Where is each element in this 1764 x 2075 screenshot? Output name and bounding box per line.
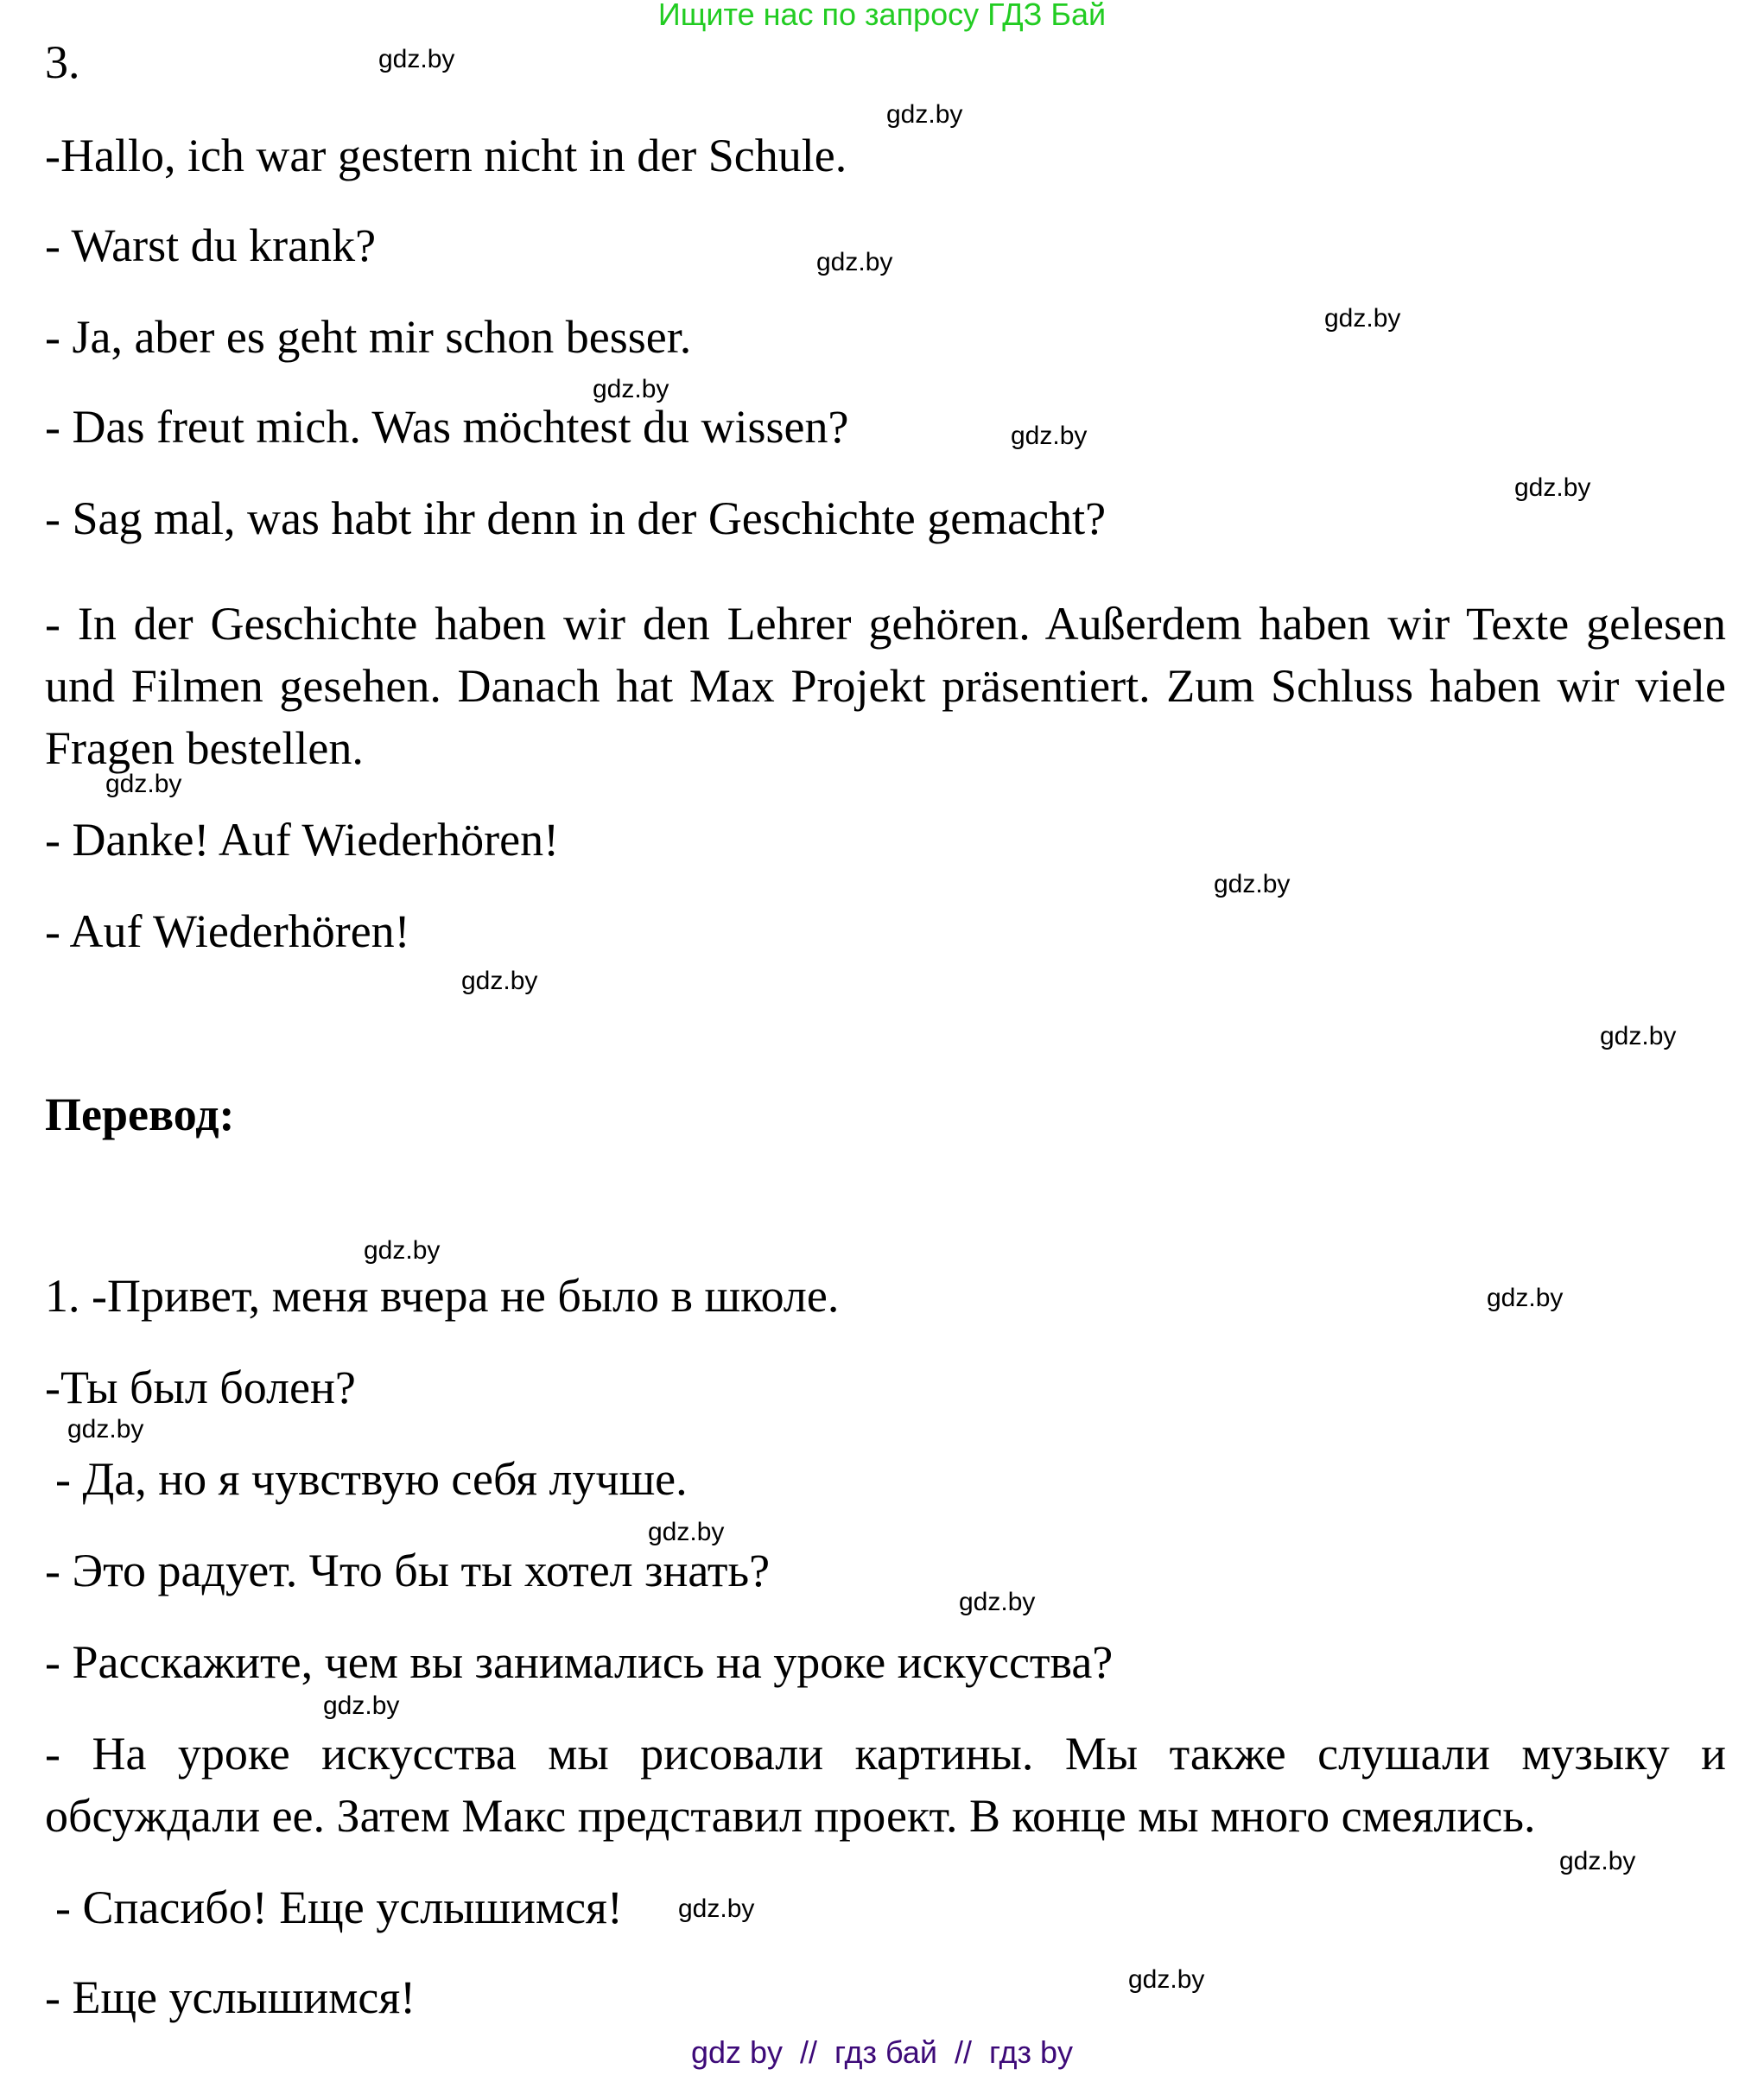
watermark: gdz.by xyxy=(1324,304,1401,333)
translation-line: - Расскажите, чем вы занимались на уроке искусства? xyxy=(45,1636,1114,1688)
watermark: gdz.by xyxy=(364,1236,441,1265)
dialogue-line: - Danke! Auf Wiederhören! xyxy=(45,814,560,866)
watermark: gdz.by xyxy=(1214,870,1291,898)
dialogue-line: - Warst du krank? xyxy=(45,219,377,271)
watermark: gdz.by xyxy=(1487,1284,1564,1312)
dialogue-line: -Hallo, ich war gestern nicht in der Schule. xyxy=(45,130,847,181)
translation-line: -Ты был болен? xyxy=(45,1361,356,1413)
translation-line: - Да, но я чувствую себя лучше. xyxy=(55,1453,688,1505)
translation-heading: Перевод: xyxy=(45,1088,235,1140)
search-banner: Ищите нас по запросу ГДЗ Бай xyxy=(657,0,1107,32)
watermark: gdz.by xyxy=(678,1894,755,1923)
watermark: gdz.by xyxy=(461,967,538,995)
watermark: gdz.by xyxy=(1128,1965,1205,1994)
watermark: gdz.by xyxy=(323,1691,400,1720)
watermark: gdz.by xyxy=(378,45,455,73)
watermark: gdz.by xyxy=(67,1415,144,1444)
translation-paragraph: - На уроке искусства мы рисовали картины. Мы также слушали музыку и обсуждали ее. Затем Макс представил проект. В конце мы много смеялись. xyxy=(45,1728,1726,1842)
exercise-number: 3. xyxy=(45,36,80,88)
dialogue-line: - Auf Wiederhören! xyxy=(45,905,410,957)
dialogue-line: - Sag mal, was habt ihr denn in der Geschichte gemacht? xyxy=(45,492,1107,544)
translation-line: - Спасибо! Еще услышимся! xyxy=(55,1881,623,1933)
watermark: gdz.by xyxy=(816,248,893,276)
watermark: gdz.by xyxy=(1559,1847,1636,1875)
dialogue-line: - Das freut mich. Was möchtest du wissen? xyxy=(45,401,849,453)
watermark: gdz.by xyxy=(959,1588,1036,1616)
watermark: gdz.by xyxy=(1011,422,1088,450)
translation-line: 1. -Привет, меня вчера не было в школе. xyxy=(45,1270,840,1322)
dialogue-paragraph: - In der Geschichte haben wir den Lehrer gehören. Außerdem haben wir Texte gelesen und Filmen gesehen. Danach hat Max Projekt präsentiert. Zum Schluss haben wir viele Fragen bestellen. xyxy=(45,598,1726,774)
watermark: gdz.by xyxy=(593,375,669,403)
dialogue-line: - Ja, aber es geht mir schon besser. xyxy=(45,311,692,363)
translation-line: - Еще услышимся! xyxy=(45,1971,416,2023)
watermark: gdz.by xyxy=(1514,473,1591,502)
watermark: gdz.by xyxy=(648,1518,725,1546)
watermark: gdz.by xyxy=(105,770,182,798)
translation-line: - Это радует. Что бы ты хотел знать? xyxy=(45,1545,771,1596)
watermark: gdz.by xyxy=(886,100,963,129)
footer-links: gdz by // гдз бай // гдз by xyxy=(690,2034,1074,2070)
watermark: gdz.by xyxy=(1600,1022,1677,1050)
